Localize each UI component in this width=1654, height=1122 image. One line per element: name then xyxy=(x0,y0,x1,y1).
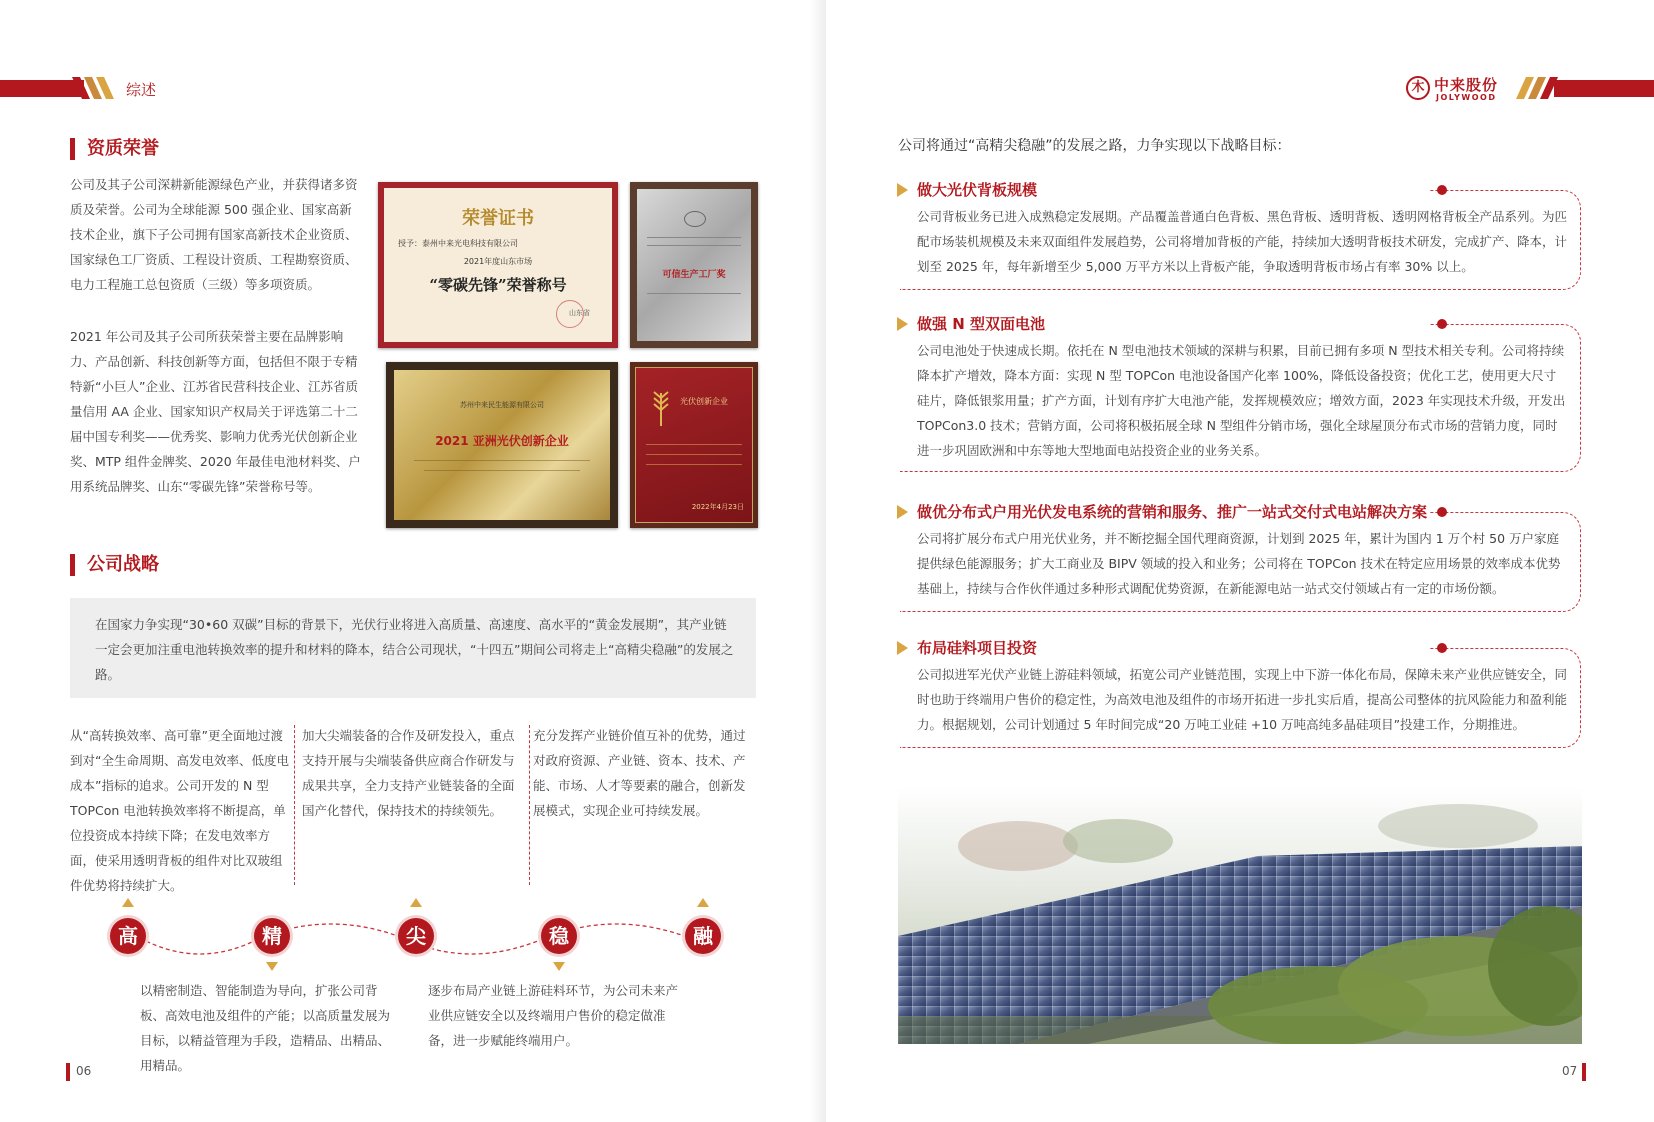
certificate-zero-carbon xyxy=(378,182,618,348)
certificate-silver-plaque xyxy=(630,182,758,348)
strategy-title: 公司战略 xyxy=(70,554,159,576)
honors-para-1: 公司及其子公司深耕新能源绿色产业，并获得诸多资质及荣誉。公司为全球能源 500 强企业、国家高新技术企业，旗下子公司拥有国家高新技术企业资质、国家绿色工厂资质、工程设计资质、工程勘察资质、电力工程施工总包资质（三级）等多项资质。 xyxy=(70,177,358,292)
page-bar-right xyxy=(1582,1063,1586,1081)
honors-title: 资质荣誉 xyxy=(70,138,159,160)
left-page xyxy=(0,0,826,1122)
arrow-down-icon xyxy=(266,962,278,971)
goal-3-dot xyxy=(1437,507,1447,517)
cert3-main: 2021 亚洲光伏创新企业 xyxy=(435,434,569,448)
cert4-main: 光伏创新企业 xyxy=(680,397,728,406)
strategy-bottom-2: 逐步布局产业链上游硅料环节，为公司未来产业供应链安全以及终端用户售价的稳定做准备，进一步赋能终端用户。 xyxy=(428,983,679,1048)
goal-4-title: 布局硅料项目投资 xyxy=(917,639,1038,657)
arrow-up-icon xyxy=(697,898,709,907)
goal-2-title: 做强 N 型双面电池 xyxy=(917,315,1045,333)
goal-1-title: 做大光伏背板规模 xyxy=(917,181,1038,199)
strategy-col-3: 充分发挥产业链价值互补的优势，通过对政府资源、产业链、资本、技术、产能、市场、人才等要素的融合，创新发展模式，实现企业可持续发展。 xyxy=(533,728,746,818)
goal-4-dot xyxy=(1437,643,1447,653)
arrow-up-icon xyxy=(122,898,134,907)
plaque-logo-icon xyxy=(684,211,706,227)
honors-para-2: 2021 年公司及其子公司所获荣誉主要在品牌影响力、产品创新、科技创新等方面，包括但不限于专精特新“小巨人”企业、江苏省民营科技企业、江苏省质量信用 AA 企业、国家知识产权局关于评选第二十二届中国专利奖——优秀奖、影响力优秀光伏创新企业奖、MTP 组件金牌奖、2020 年最佳电池材料奖、户用系统品牌奖、山东“零碳先锋”荣誉称号等。 xyxy=(70,329,361,494)
strategy-intro: 在国家力争实现“30•60 双碳”目标的背景下，光伏行业将进入高质量、高速度、高水平的“黄金发展期”，其产业链一定会更加注重电池转换效率的提升和材料的降本，结合公司现状，“十四五”期间公司将走上“高精尖稳融”的发展之路。 xyxy=(95,617,734,682)
certificate-red-plaque xyxy=(630,362,758,528)
cert3-grantee: 苏州中来民生能源有限公司 xyxy=(460,401,544,409)
header-red-band-right xyxy=(1554,80,1654,97)
char-circle-4: 稳 xyxy=(541,918,577,954)
goal-2-arrow-icon xyxy=(897,317,908,331)
certificate-asia-innovation xyxy=(386,362,618,528)
cert1-title: 荣誉证书 xyxy=(462,208,534,229)
cert2-main: 可信生产工厂奖 xyxy=(662,270,726,280)
brand-en: JOLYWOOD xyxy=(1436,93,1497,102)
page-bar-left xyxy=(66,1063,70,1081)
cert1-grantee: 授予：泰州中来光电科技有限公司 xyxy=(398,239,518,248)
plaque-wheat-icon xyxy=(646,388,676,428)
goal-4-body: 公司拟进军光伏产业链上游硅料领域，拓宽公司产业链范围，实现上中下游一体化布局，保障未来产业供应链安全，同时也助于终端用户售价的稳定性，为高效电池及组件的市场开拓进一步扎实后盾，提高公司整体的抗风险能力和盈利能力。根据规划，公司计划通过 5 年时间完成“20 万吨工业硅 +10 万吨高纯多晶硅项目”投建工作，分期推进。 xyxy=(917,667,1568,732)
char-circle-1: 高 xyxy=(110,918,146,954)
goals-intro: 公司将通过“高精尖稳融”的发展之路，力争实现以下战略目标： xyxy=(898,138,1291,154)
goal-3-body: 公司将扩展分布式户用光伏业务，并不断挖掘全国代理商资源，计划到 2025 年，累计为国内 1 万个村 50 万户家庭提供绿色能源服务；扩大工商业及 BIPV 领域的投入和业务；公司将在 TOPCon 技术在特定应用场景的效率成本优势基础上，持续与合作伙伴通过多种形式调配优势资源，在新能源电站一站式交付领域占有一定的市场份额。 xyxy=(917,531,1561,596)
goal-1-dot xyxy=(1437,185,1447,195)
goal-4-arrow-icon xyxy=(897,641,908,655)
divider-2 xyxy=(529,725,530,885)
divider-1 xyxy=(294,725,295,885)
page-number-right: 07 xyxy=(1562,1064,1578,1078)
goal-3-arrow-icon xyxy=(897,505,908,519)
cert1-issuer: 山东省 xyxy=(569,309,590,317)
goal-2-dot xyxy=(1437,319,1447,329)
char-circle-2: 精 xyxy=(254,918,290,954)
solar-panel-photo xyxy=(898,786,1582,1044)
header-stripes-right-icon xyxy=(1514,77,1558,99)
char-circle-3: 尖 xyxy=(398,918,434,954)
arrow-up-icon xyxy=(410,898,422,907)
page-number-left: 06 xyxy=(76,1064,92,1078)
arrow-down-icon xyxy=(553,962,565,971)
cert1-seal-icon xyxy=(556,300,584,328)
char-circle-5: 融 xyxy=(685,918,721,954)
brand-logo xyxy=(1406,74,1510,104)
goal-1-body: 公司背板业务已进入成熟稳定发展期。产品覆盖普通白色背板、黑色背板、透明背板、透明网格背板全产品系列。为匹配市场装机规模及未来双面组件发展趋势，公司将增加背板的产能，持续加大透明背板技术研发，完成扩产、降本，计划至 2025 年，每年新增至少 5,000 万平方米以上背板产能，争取透明背板市场占有率 30% 以上。 xyxy=(917,209,1568,274)
strategy-bottom-1: 以精密制造、智能制造为导向，扩张公司背板、高效电池及组件的产能；以高质量发展为目标，以精益管理为手段，造精品、出精品、用精品。 xyxy=(140,983,391,1073)
cert1-line: 2021年度山东市场 xyxy=(463,257,533,266)
goal-2-body: 公司电池处于快速成长期。依托在 N 型电池技术领域的深耕与积累，目前已拥有多项 N 型技术相关专利。公司将持续降本扩产增效，降本方面：实现 N 型 TOPCon 电池设备国产化率 100%，降低设备投资；优化工艺，使用更大尺寸硅片，降低银浆用量；扩产方面，计划有序扩大电池产能，发挥规模效应；增效方面，2023 年实现技术升级，开发出 TOPCon3.0 技术；营销方面，公司将积极拓展全球 N 型组件分销市场，强化全球屋顶分布式市场的营销力度，同时进一步巩固欧洲和中东等地大型地面电站投资企业的业务关系。 xyxy=(917,343,1566,458)
header-section-label: 综述 xyxy=(126,81,157,99)
strategy-col-2: 加大尖端装备的合作及研发投入，重点支持开展与尖端装备供应商合作研发与成果共享，全力支持产业链装备的全面国产化替代，保持技术的持续领先。 xyxy=(302,728,515,818)
header-stripes-icon xyxy=(70,77,120,99)
goal-1-arrow-icon xyxy=(897,183,908,197)
cert1-main: “零碳先锋”荣誉称号 xyxy=(429,276,567,294)
brand-mark-icon: 木 xyxy=(1406,76,1430,100)
strategy-col-1: 从“高转换效率、高可靠”更全面地过渡到对“全生命周期、高发电效率、低度电成本”指标的追求。公司开发的 N 型 TOPCon 电池转换效率将不断提高，单位投资成本持续下降；在发电效率方面，使采用透明背板的组件对比双玻组件优势将持续扩大。 xyxy=(70,728,289,893)
brand-name: 中来股份 xyxy=(1434,76,1499,94)
cert4-date: 2022年4月23日 xyxy=(691,503,744,511)
goal-3-title: 做优分布式户用光伏发电系统的营销和服务、推广一站式交付式电站解决方案 xyxy=(917,503,1428,521)
